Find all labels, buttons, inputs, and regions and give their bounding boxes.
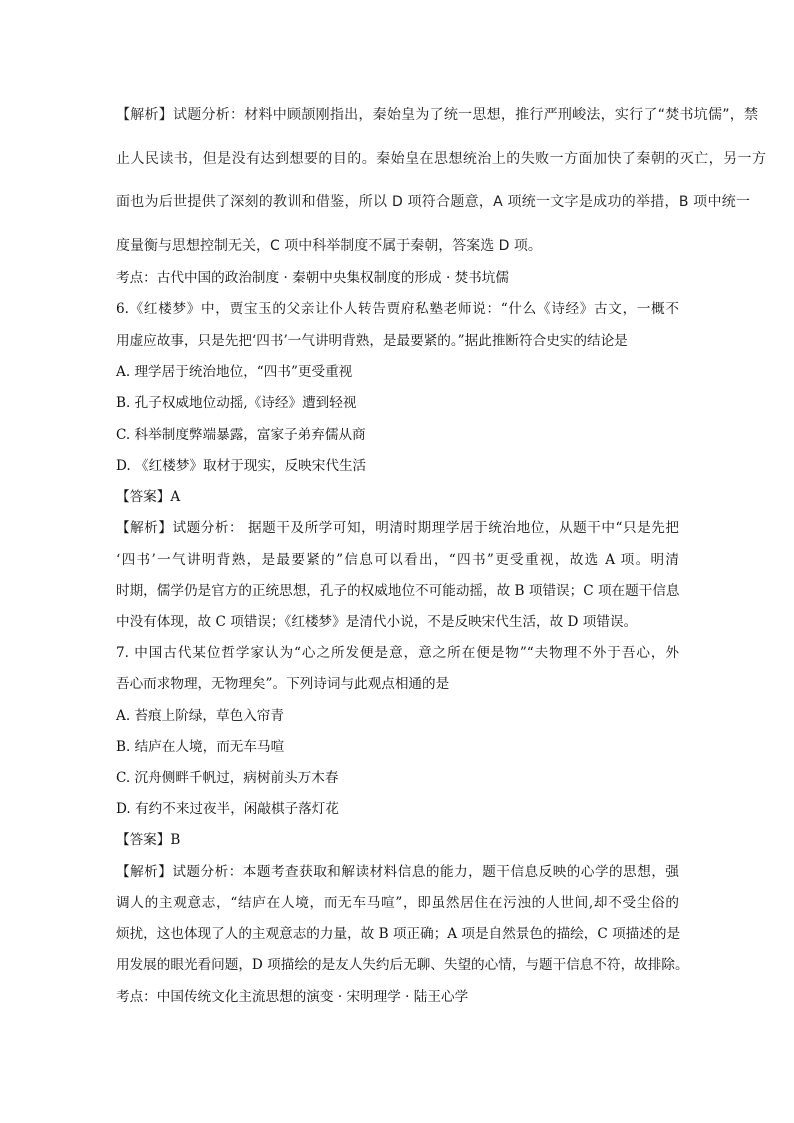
question-6-option-c: C. 科举制度弊端暴露，富家子弟弃儒从商: [116, 427, 366, 443]
question-7-analysis-line-2: 调人的主观意志，“结庐在人境，而无车马喧”，即虽然居住在污浊的人世间,却不受尘俗的: [116, 895, 679, 911]
question-6-stem-line-2: 用虚应故事，只是先把‘四书’一气讲明背熟，是最要紧的。”据此推断符合史实的结论是: [116, 333, 628, 349]
question-6-analysis-line-4: 中没有体现，故 C 项错误；《红楼梦》是清代小说，不是反映宋代生活，故 D 项错误。: [116, 614, 638, 630]
question-7-stem-line-2: 吾心而求物理，无物理矣”。下列诗词与此观点相通的是: [116, 676, 450, 692]
question-6-option-a: A. 理学居于统治地位，“四书”更受重视: [116, 364, 353, 380]
question-6-analysis-line-2: ‘四书’一气讲明背熟，是最要紧的”信息可以看出，“四书”更受重视，故选 A 项。明清: [116, 552, 679, 568]
kaodian-5: 考点：古代中国的政治制度 · 秦朝中央集权制度的形成 · 焚书坑儒: [116, 270, 509, 286]
kaodian-7: 考点：中国传统文化主流思想的演变 · 宋明理学 · 陆王心学: [116, 989, 469, 1005]
question-6-stem-line-1: 6.《红楼梦》中，贾宝玉的父亲让仆人转告贾府私塾老师说：“什么《诗经》古文，一概不: [116, 301, 679, 317]
question-7-analysis-line-3: 烦扰，这也体现了人的主观意志的力量，故 B 项正确；A 项是自然景色的描绘，C 项描述的是: [116, 926, 681, 942]
question-7-analysis-line-4: 用发展的眼光看问题，D 项描绘的是友人失约后无聊、失望的心情，与题干信息不符，故排除。: [116, 957, 689, 973]
question-7-option-d: D. 有约不来过夜半，闲敲棋子落灯花: [116, 801, 339, 817]
question-6-answer: 【答案】A: [116, 489, 181, 505]
analysis-5-line-3: 面也为后世提供了深刻的教训和借鉴，所以 D 项符合题意，A 项统一文字是成功的举措，B 项中统一: [116, 194, 750, 210]
analysis-5-line-2: 止人民读书，但是没有达到想要的目的。秦始皇在思想统治上的失败一方面加快了秦朝的灭亡，另一方: [116, 151, 766, 167]
analysis-5-line-1: 【解析】试题分析：材料中顾颉刚指出，秦始皇为了统一思想，推行严刑峻法，实行了“焚书坑儒”，禁: [116, 107, 758, 123]
question-7-analysis-line-1: 【解析】试题分析：本题考查获取和解读材料信息的能力，题干信息反映的心学的思想，强: [116, 864, 679, 880]
question-6-option-b: B. 孔子权威地位动摇,《诗经》遭到轻视: [116, 395, 357, 411]
question-7-option-b: B. 结庐在人境，而无车马喧: [116, 739, 285, 755]
question-6-analysis-line-3: 时期，儒学仍是官方的正统思想，孔子的权威地位不可能动摇，故 B 项错误；C 项在题干信息: [116, 583, 680, 599]
question-6-option-d: D. 《红楼梦》取材于现实，反映宋代生活: [116, 458, 367, 474]
question-6-analysis-line-1: 【解析】试题分析： 据题干及所学可知，明清时期理学居于统治地位，从题干中“只是先把: [116, 520, 679, 536]
analysis-5-line-4: 度量衡与思想控制无关，C 项中科举制度不属于秦朝，答案选 D 项。: [116, 238, 542, 254]
question-7-answer: 【答案】B: [116, 832, 181, 848]
question-7-option-a: A. 苔痕上阶绿，草色入帘青: [116, 708, 284, 724]
question-7-option-c: C. 沉舟侧畔千帆过，病树前头万木春: [116, 770, 339, 786]
question-7-stem-line-1: 7. 中国古代某位哲学家认为“心之所发便是意，意之所在便是物”“夫物理不外于吾心，外: [116, 645, 679, 661]
